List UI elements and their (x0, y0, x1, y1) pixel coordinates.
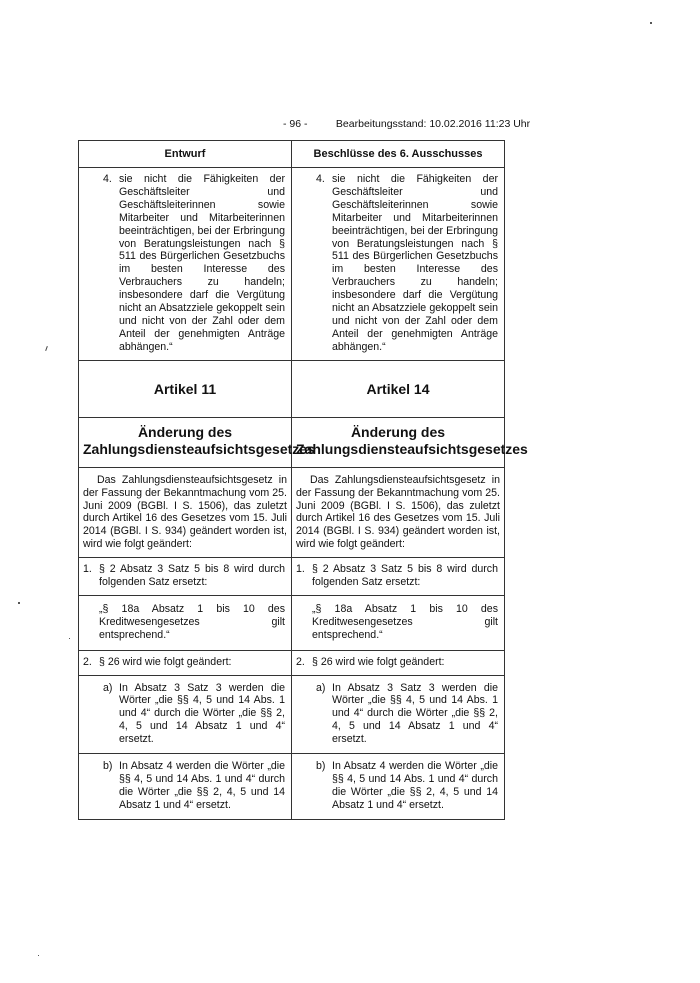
point-number: 2. (296, 655, 305, 668)
item4-left (79, 168, 291, 360)
synopsis-table (78, 140, 528, 820)
point-text: § 26 wird wie folgt geändert: (99, 655, 232, 668)
aenderung-row (79, 417, 505, 467)
sub-text: In Absatz 3 Satz 3 werden die Wörter „die §§ 4, 5 und 14 Abs. 1 und 4“ durch die Wörter „die §§ 2, 4, 5 und 14 Absatz 1 und 4“ ersetzt. (119, 681, 285, 746)
artikel-right: Artikel 14 (292, 360, 505, 417)
point-number: 2. (83, 655, 92, 668)
column-header-right: Beschlüsse des 6. Ausschusses (292, 141, 505, 168)
point-text: § 26 wird wie folgt geändert: (312, 655, 445, 668)
sub-a-row (79, 675, 505, 754)
scan-speck (18, 602, 20, 604)
aenderung-title-right: Änderung des Zahlungsdiensteaufsichtsgesetzes (296, 423, 528, 457)
page-header (283, 118, 530, 130)
artikel-row (79, 360, 505, 417)
sub-text: In Absatz 4 werden die Wörter „die §§ 4, 5 und 14 Abs. 1 und 4“ durch die Wörter „die §§ 2, 4, 5 und 14 Absatz 1 und 4“ ersetzt. (119, 760, 285, 811)
point2-row (79, 650, 505, 675)
sub-a-left (79, 676, 291, 754)
quote-row (79, 595, 505, 650)
intro-row (79, 467, 505, 557)
point2-right (292, 651, 504, 675)
item-number: 4. (316, 173, 325, 185)
scan-mark (45, 346, 48, 351)
point2-left (79, 651, 291, 675)
scan-speck (38, 955, 39, 956)
column-header-row (79, 141, 505, 168)
point-number: 1. (296, 563, 305, 576)
point1-row (79, 558, 505, 596)
sub-letter: a) (316, 681, 326, 694)
item-number: 4. (103, 173, 112, 185)
aenderung-title-left: Änderung des Zahlungsdiensteaufsichtsgesetzes (83, 423, 315, 457)
item-text: sie nicht die Fähigkeiten der Geschäftsleiter und Geschäftsleiterinnen sowie Mitarbeiter und Mitarbeiterinnen beeinträchtigen, bei der Erbringung von Beratungsleistungen nach § 511 des Bürgerlichen Gesetzbuchs im besten Interesse des Verbrauchers zu handeln; insbesondere darf die Vergütung nicht an Absatzziele gekoppelt sein und nicht von der Zahl oder dem Anteil der genehmigten Anträge abhängen.“ (119, 173, 285, 353)
sub-a-right (292, 676, 504, 754)
item-text: sie nicht die Fähigkeiten der Geschäftsleiter und Geschäftsleiterinnen sowie Mitarbeiter und Mitarbeiterinnen beeinträchtigen, bei der Erbringung von Beratungsleistungen nach § 511 des Bürgerlichen Gesetzbuchs im besten Interesse des Verbrauchers zu handeln; insbesondere darf die Vergütung nicht an Absatzziele gekoppelt sein und nicht von der Zahl oder dem Anteil der genehmigten Anträge abhängen.“ (332, 173, 498, 353)
sub-b-row (79, 754, 505, 820)
sub-b-right (292, 754, 504, 819)
sub-letter: a) (103, 681, 113, 694)
quote-left: „§ 18a Absatz 1 bis 10 des Kreditwesengesetzes gilt entsprechend.“ (99, 602, 285, 641)
quote-right: „§ 18a Absatz 1 bis 10 des Kreditwesengesetzes gilt entsprechend.“ (312, 602, 498, 641)
scan-speck (650, 22, 652, 24)
point1-left (79, 558, 291, 595)
column-header-left: Entwurf (79, 141, 292, 168)
sub-letter: b) (316, 760, 326, 773)
intro-left: Das Zahlungsdiensteaufsichtsgesetz in der Fassung der Bekanntmachung vom 25. Juni 2009 (BGBl. I S. 1506), das zuletzt durch Artikel 16 des Gesetzes vom 15. Juli 2014 (BGBl. I S. 934) geändert worden ist, wird wie folgt geändert: (83, 473, 287, 551)
scan-speck (69, 638, 70, 639)
edit-status: Bearbeitungsstand: 10.02.2016 11:23 Uhr (335, 118, 531, 130)
sub-b-left (79, 754, 291, 819)
point1-right (292, 558, 504, 595)
sub-text: In Absatz 3 Satz 3 werden die Wörter „die §§ 4, 5 und 14 Abs. 1 und 4“ durch die Wörter „die §§ 2, 4, 5 und 14 Absatz 1 und 4“ ersetzt. (332, 681, 498, 746)
item4-row (79, 168, 505, 361)
point-number: 1. (83, 563, 92, 576)
point-text: § 2 Absatz 3 Satz 5 bis 8 wird durch folgenden Satz ersetzt: (312, 563, 498, 589)
sub-text: In Absatz 4 werden die Wörter „die §§ 4, 5 und 14 Abs. 1 und 4“ durch die Wörter „die §§ 2, 4, 5 und 14 Absatz 1 und 4“ ersetzt. (332, 760, 498, 811)
page-number: - 96 - (283, 118, 308, 130)
artikel-left: Artikel 11 (79, 360, 292, 417)
point-text: § 2 Absatz 3 Satz 5 bis 8 wird durch folgenden Satz ersetzt: (99, 563, 285, 589)
intro-right: Das Zahlungsdiensteaufsichtsgesetz in der Fassung der Bekanntmachung vom 25. Juni 2009 (BGBl. I S. 1506), das zuletzt durch Artikel 16 des Gesetzes vom 15. Juli 2014 (BGBl. I S. 934) geändert worden ist, wird wie folgt geändert: (296, 473, 500, 551)
item4-right (292, 168, 504, 360)
sub-letter: b) (103, 760, 113, 773)
